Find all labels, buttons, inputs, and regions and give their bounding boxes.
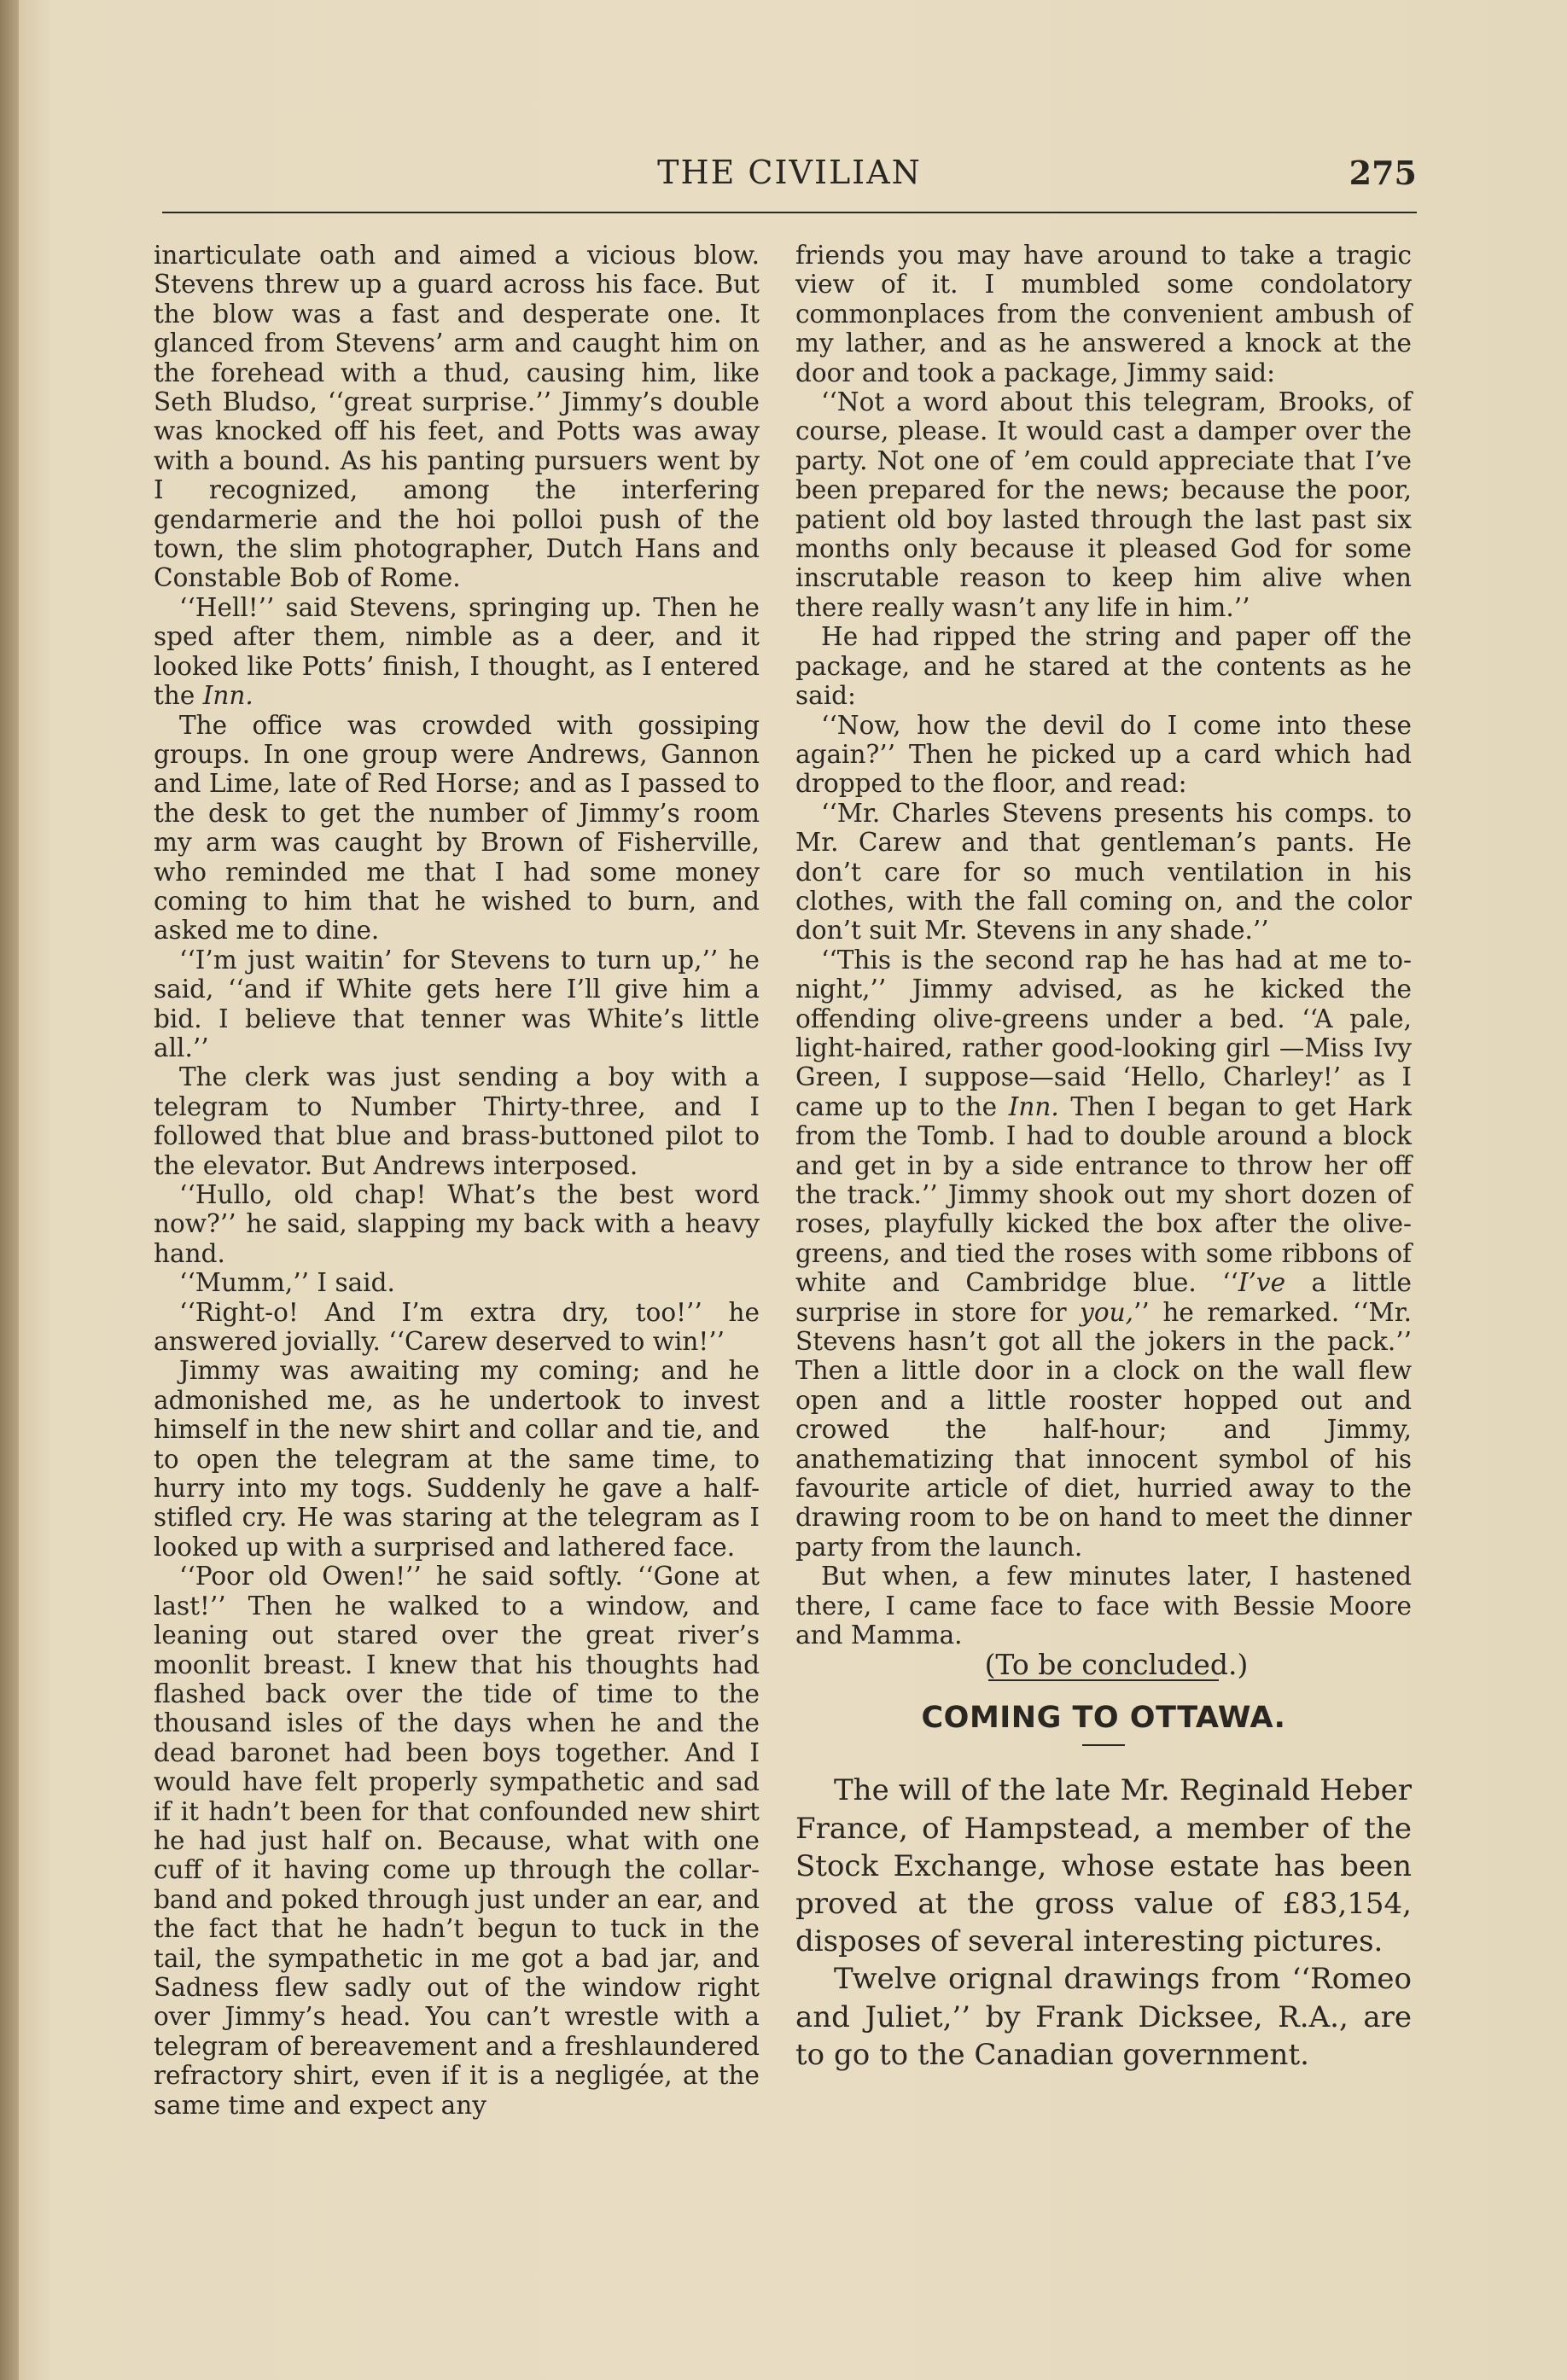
paragraph: ‘‘Right-o! And I’m extra dry, too!’’ he answered jovially. ‘‘Carew deserved to win!’’ xyxy=(154,1297,760,1357)
header-rule xyxy=(162,212,1417,213)
section-heading: COMING TO OTTAWA. xyxy=(921,1700,1286,1735)
paragraph: ‘‘Mr. Charles Stevens presents his comps. to Mr. Carew and that gentleman’s pants. He don’t care for so much ventilation in his clothes, with the fall coming on, and the color don’t suit Mr. Stevens in any shade.’’ xyxy=(795,798,1412,946)
paragraph: ‘‘Hell!’’ said Stevens, springing up. Then he sped after them, nimble as a deer, and it looked like Potts’ finish, I thought, as I entered the Inn. xyxy=(154,592,760,711)
news-item xyxy=(795,1772,1412,2074)
paragraph: ‘‘Poor old Owen!’’ he said softly. ‘‘Gone at last!’’ Then he walked to a window, and leaning out stared over the great river’s moonlit breast. I knew that his thoughts had flashed back over the tide of time to the thousand isles of the days when he and the dead baronet had been boys together. And I would have felt properly sympathetic and sad if it hadn’t been for that confounded new shirt he had just half on. Because, what with one cuff of it having come up through the collar-band and poked through just under an ear, and the fact that he hadn’t begun to tuck in the tail, the sympathetic in me got a bad jar, and Sadness flew sadly out of the window right over Jimmy’s head. You can’t wrestle with a telegram of bereavement and a freshlaundered refractory shirt, even if it is a negligée, at the same time and expect any xyxy=(154,1562,760,2120)
paragraph: friends you may have around to take a tragic view of it. I mumbled some condolatory commonplaces from the convenient ambush of my lather, and as he answered a knock at the door and took a package, Jimmy said: xyxy=(795,241,1412,387)
paragraph: ‘‘This is the second rap he has had at me to-night,’’ Jimmy advised, as he kicked the offending olive-greens under a bed. ‘‘A pale, light-haired, rather good-looking girl —Miss Ivy Green, I suppose—said ‘Hello, Charley!’ as I came up to the Inn. Then I began to get Hark from the Tomb. I had to double around a block and get in by a side entrance to throw her off the track.’’ Jimmy shook out my short dozen of roses, playfully kicked the box after the olive-greens, and tied the roses with some ribbons of white and Cambridge blue. ‘‘I’ve a little surprise in store for you,’’ he remarked. ‘‘Mr. Stevens hasn’t got all the jokers in the pack.’’ Then a little door in a clock on the wall flew open and a little rooster hopped out and crowed the half-hour; and Jimmy, anathematizing that innocent symbol of his favourite article of diet, hurried away to the drawing room to be on hand to meet the dinner party from the launch. xyxy=(795,945,1412,1562)
left-column xyxy=(154,241,760,2120)
right-column xyxy=(795,241,1412,2074)
paragraph: ‘‘Hullo, old chap! What’s the best word now?’’ he said, slapping my back with a heavy hand. xyxy=(154,1180,760,1268)
paragraph: He had ripped the string and paper off the package, and he stared at the contents as he said: xyxy=(795,622,1412,711)
running-title: THE CIVILIAN xyxy=(657,154,922,191)
paragraph: Jimmy was awaiting my coming; and he admonished me, as he undertook to invest himself in the new shirt and collar and tie, and to open the telegram at the same time, to hurry into my togs. Suddenly he gave a half-stifled cry. He was staring at the telegram as I looked up with a surprised and lathered face. xyxy=(154,1356,760,1562)
paragraph: The clerk was just sending a boy with a telegram to Number Thirty-three, and I followed that blue and brass-buttoned pilot to the elevator. But Andrews interposed. xyxy=(154,1062,760,1180)
paragraph: The will of the late Mr. Reginald Heber France, of Hampstead, a member of the Stock Exchange, whose estate has been proved at the gross value of £83,154, disposes of several interesting pictures. xyxy=(795,1773,1412,1959)
paragraph: inarticulate oath and aimed a vicious blow. Stevens threw up a guard across his face. But the blow was a fast and desperate one. It glanced from Stevens’ arm and caught him on the forehead with a thud, causing him, like Seth Bludso, ‘‘great surprise.’’ Jimmy’s double was knocked off his feet, and Potts was away with a bound. As his panting pursuers went by I recognized, among the interfering gendarmerie and the hoi polloi push of the town, the slim photographer, Dutch Hans and Constable Bob of Rome. xyxy=(154,241,760,593)
page-number: 275 xyxy=(1349,154,1417,192)
paragraph: The office was crowded with gossiping groups. In one group were Andrews, Gannon and Lime, late of Red Horse; and as I passed to the desk to get the number of Jimmy’s room my arm was caught by Brown of Fisherville, who reminded me that I had some money coming to him that he wished to burn, and asked me to dine. xyxy=(154,710,760,946)
paragraph: ‘‘Now, how the devil do I come into these again?’’ Then he picked up a card which had dropped to the floor, and read: xyxy=(795,710,1412,799)
paragraph: But when, a few minutes later, I hastened there, I came face to face with Bessie Moore and Mamma. xyxy=(795,1562,1412,1650)
heading-dash xyxy=(1082,1744,1125,1746)
paragraph: ‘‘Mumm,’’ I said. xyxy=(179,1268,395,1298)
paragraph: ‘‘I’m just waitin’ for Stevens to turn up,’’ he said, ‘‘and if White gets here I’ll give him a bid. I believe that tenner was White’s little all.’’ xyxy=(154,945,760,1062)
to-be-concluded: (To be concluded.) xyxy=(984,1647,1249,1681)
page-header xyxy=(162,154,1417,205)
page-binding-edge xyxy=(0,0,19,2380)
paragraph: Twelve orignal drawings from ‘‘Romeo and Juliet,’’ by Frank Dicksee, R.A., are to go to the Canadian government. xyxy=(795,1962,1412,2072)
paragraph: ‘‘Not a word about this telegram, Brooks, of course, please. It would cast a damper over the party. Not one of ’em could appreciate that I’ve been prepared for the news; because the poor, patient old boy lasted through the last past six months only because it pleased God for some inscrutable reason to keep him alive when there really wasn’t any life in him.’’ xyxy=(795,387,1412,622)
